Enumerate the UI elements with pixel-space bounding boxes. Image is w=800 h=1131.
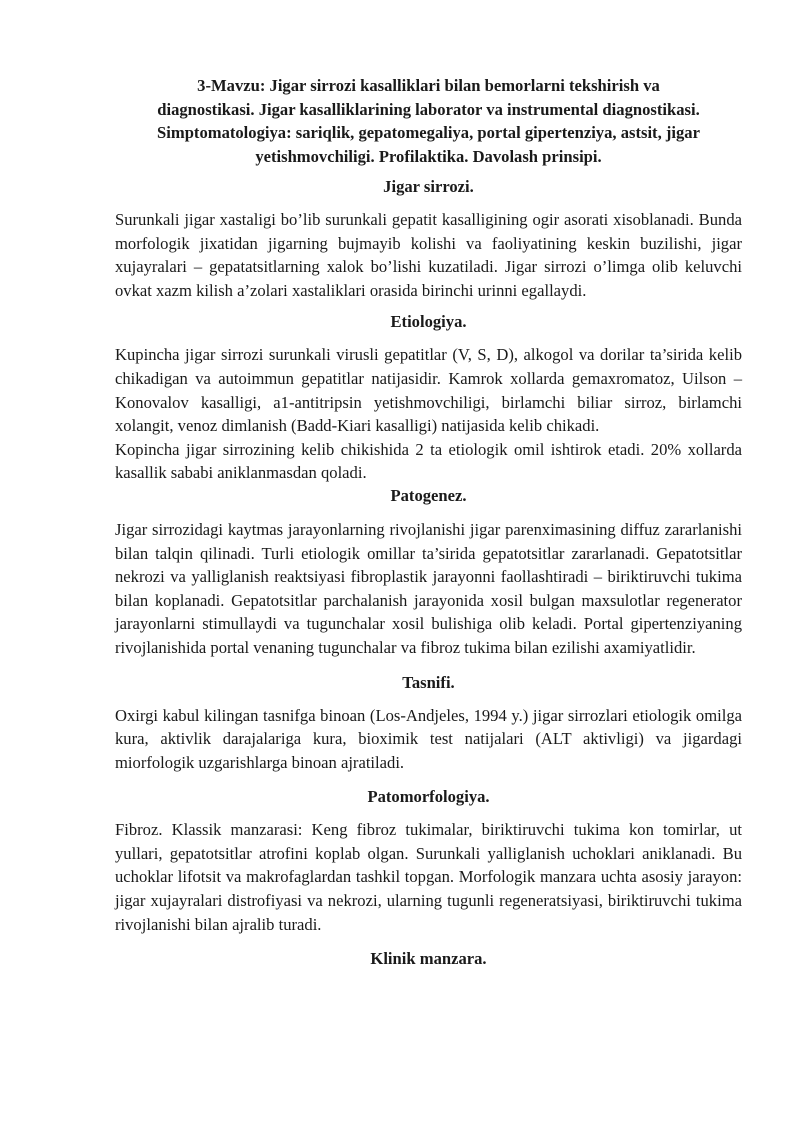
document-title bbox=[115, 74, 742, 168]
heading-classification: Tasnifi. bbox=[402, 672, 455, 692]
paragraph-pathogenesis: Jigar sirrozidagi kaytmas jarayonlarning rivojlanishi jigar parenximasining diffuz zararlanishi bilan talqin qilinadi. Turli etiologik omillar ta’sirida gepatotsitlar zararlanadi. Gepatotsitlar nekrozi va yalliglanish reaktsiyasi fibroplastik jarayonni faollashtiradi – biriktiruvchi tukima bilan koplanadi. Gepatotsitlar parchalanish jarayonida xosil bulgan maxsulotlar regenerator jarayonlarni stimullaydi va tugunchalar xosil bulishiga olib keladi. Portal gipertenziyaning rivojlanishida portal venaning tugunchalar va fibroz tukima bilan ezilishi axamiyatlidir. bbox=[115, 519, 742, 657]
heading-clinical: Klinik manzara. bbox=[370, 949, 487, 969]
paragraph-classification: Oxirgi kabul kilingan tasnifga binoan (Los-Andjeles, 1994 y.) jigar sirrozlari etiologik omilga kura, aktivlik darajalariga kura, bioximik test natijalari (ALT aktivligi) va jigardagi miorfologik uzgarishlarga binoan ajratiladi. bbox=[115, 705, 742, 772]
heading-pathogenesis: Patogenez. bbox=[390, 485, 467, 505]
paragraph-cirrhosis: Surunkali jigar xastaligi bo’lib surunkali gepatit kasalligining ogir asorati xisoblanadi. Bunda morfologik jixatidan jigarning bujmayib kolishi va faoliyatining keskin buzilishi, jigar xujayralari – gepatatsitlarning xalok bo’lishi kuzatiladi. Jigar sirrozi o’limga olib keluvchi ovkat xazm kilish a’zolari xastaliklari orasida birinchi urinni egallaydi. bbox=[115, 210, 742, 300]
title-line: Simptomatologiya: sariqlik, gepatomegaliya, portal gipertenziya, astsit, jigar bbox=[157, 123, 700, 142]
heading-etiology: Etiologiya. bbox=[390, 312, 467, 332]
paragraph-etiology-1: Kupincha jigar sirrozi surunkali virusli gepatitlar (V, S, D), alkogol va dorilar ta’sirida kelib chikadigan va autoimmun gepatitlar natijasidir. Kamrok xollarda gemaxromatoz, Uilson – Konovalov kasalligi, a1-antitripsin yetishmovchiligi, birlamchi biliar sirroz, birlamchi xolangit, venoz dimlanish (Badd-Kiari kasalligi) natijasida kelib chikadi. bbox=[115, 345, 742, 436]
paragraph-etiology-2: Kopincha jigar sirrozining kelib chikishida 2 ta etiologik omil ishtirok etadi. 20% xollarda kasallik sababi aniklanmasdan qoladi. bbox=[115, 439, 742, 483]
title-line: 3-Mavzu: Jigar sirrozi kasalliklari bilan bemorlarni tekshirish va bbox=[197, 76, 660, 95]
paragraph-pathomorphology: Fibroz. Klassik manzarasi: Keng fibroz tukimalar, biriktiruvchi tukima kon tomirlar, ut yullari, gepatotsitlar atrofini koplab olgan. Surunkali yalliglanish uchoklari aniklanadi. Bu uchoklar lifotsit va makrofaglardan tashkil topgan. Morfologik manzara uchta asosiy jarayon: jigar xujayralari distrofiyasi va nekrozi, ularning tugunli regeneratsiyasi, biriktiruvchi tukima rivojlanishi bilan ajralib turadi. bbox=[115, 820, 742, 934]
heading-pathomorphology: Patomorfologiya. bbox=[367, 787, 490, 807]
title-line: diagnostikasi. Jigar kasalliklarining laborator va instrumental diagnostikasi. bbox=[157, 99, 700, 119]
title-line: yetishmovchiligi. Profilaktika. Davolash prinsipi. bbox=[255, 146, 602, 166]
heading-cirrhosis: Jigar sirrozi. bbox=[383, 177, 474, 196]
